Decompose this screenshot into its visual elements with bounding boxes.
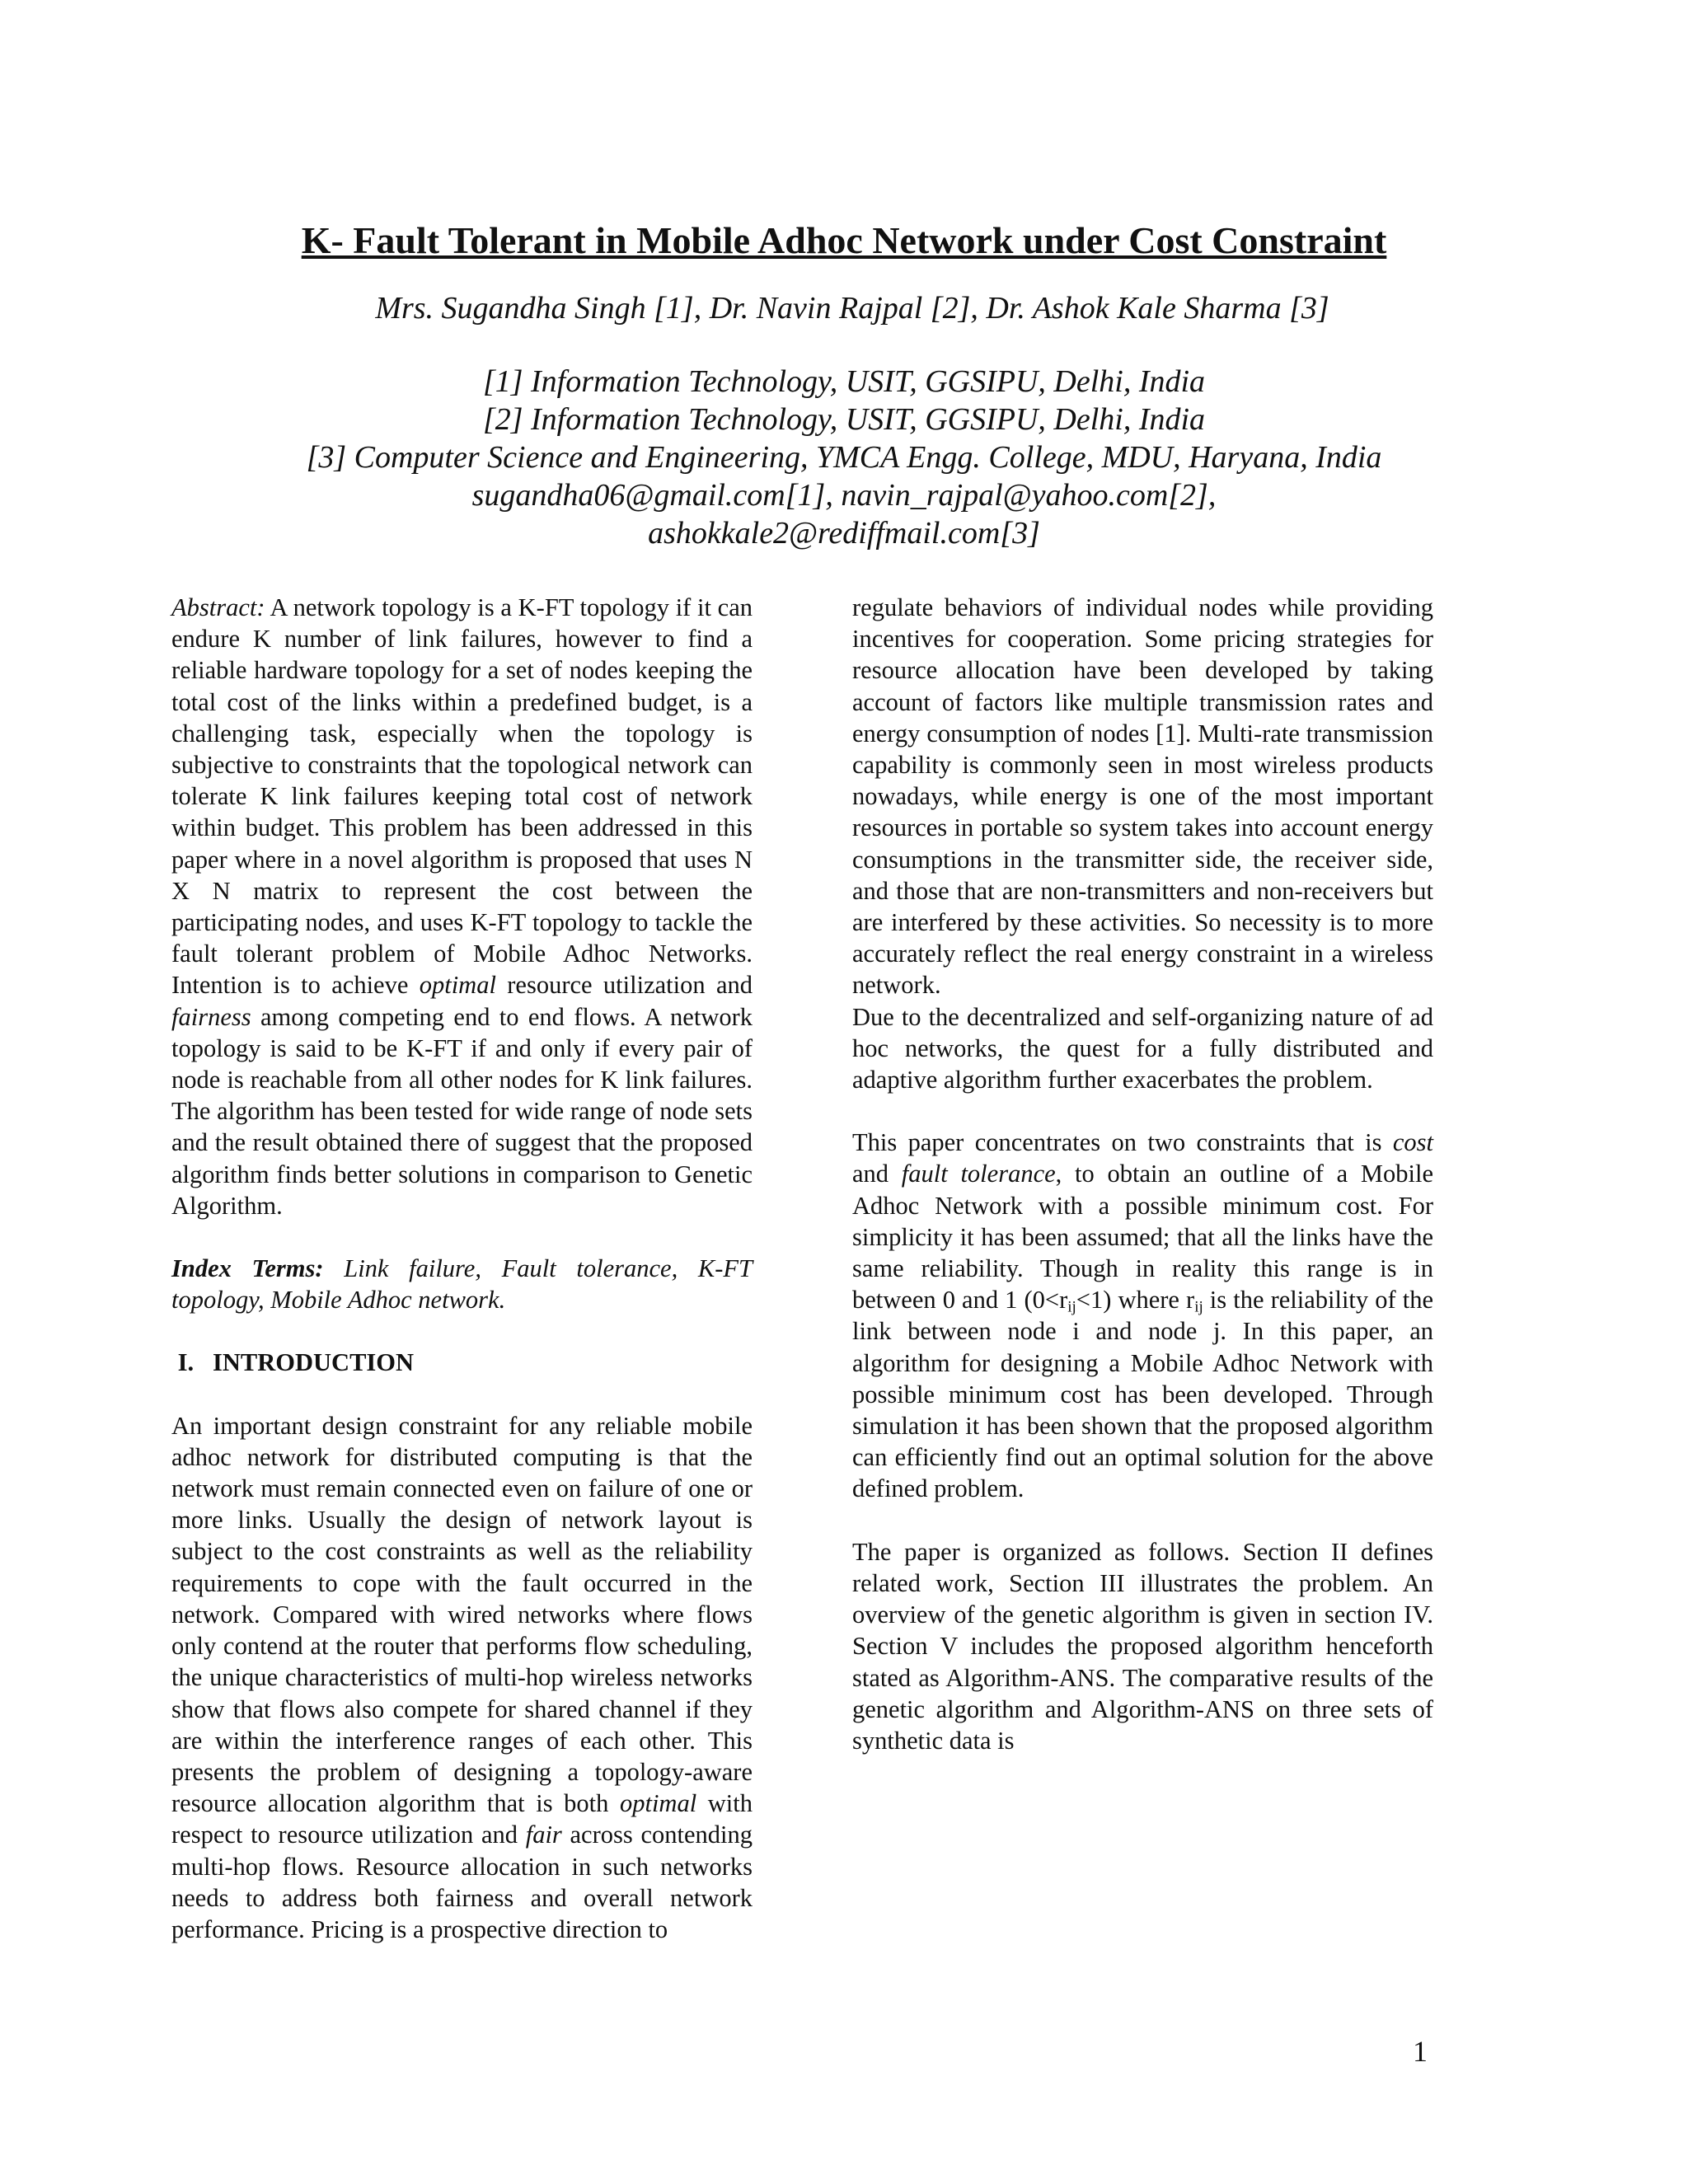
affiliations — [0, 363, 1688, 552]
affiliation-1: [1] Information Technology, USIT, GGSIPU, Delhi, India — [482, 364, 1206, 399]
affiliation-2: [2] Information Technology, USIT, GGSIPU, Delhi, India — [482, 402, 1206, 437]
intro-paragraph-4: The paper is organized as follows. Section II defines related work, Section III illustrates the problem. An overview of the genetic algorithm is given in section IV. Section V includes the proposed algorithm henceforth stated as Algorithm-ANS. The comparative results of the genetic algorithm and Algorithm-ANS on three sets of synthetic data is — [852, 1537, 1433, 1755]
affiliation-3: [3] Computer Science and Engineering, YMCA Engg. College, MDU, Haryana, India — [306, 440, 1382, 475]
section-heading: I. INTRODUCTION — [177, 1348, 415, 1377]
emails-line-2: ashokkale2@rediffmail.com[3] — [648, 516, 1040, 551]
emails-line-1: sugandha06@gmail.com[1], navin_rajpal@yahoo.com[2], — [471, 478, 1217, 513]
author-list: Mrs. Sugandha Singh [1], Dr. Navin Rajpal [2], Dr. Ashok Kale Sharma [3] — [375, 291, 1329, 326]
abstract-label: Abstract: — [171, 593, 265, 621]
intro-paragraph-2: Due to the decentralized and self-organizing nature of ad hoc networks, the quest for a fully distributed and adaptive algorithm further exacerbates the problem. — [852, 1002, 1433, 1094]
abstract: Abstract: A network topology is a K-FT topology if it can endure K number of link failures, however to find a reliable hardware topology for a set of nodes keeping the total cost of the links within a predefined budget, is a challenging task, especially when the topology is subjective to constraints that the topological network can tolerate K link failures keeping total cost of network within budget. This problem has been addressed in this paper where in a novel algorithm is proposed that uses N X N matrix to represent the cost between the participating nodes, and uses K-FT topology to tackle the fault tolerant problem of Mobile Adhoc Networks. Intention is to achieve optimal resource utilization and fairness among competing end to end flows. A network topology is said to be K-FT if and only if every pair of node is reachable from all other nodes for K link failures. The algorithm has been tested for wide range of node sets and the result obtained there of suggest that the proposed algorithm finds better solutions in comparison to Genetic Algorithm. — [171, 593, 753, 1220]
intro-paragraph-1-continued: regulate behaviors of individual nodes while providing incentives for cooperation. Some pricing strategies for resource allocation have been developed by taking account of factors like multiple transmission rates and energy consumption of nodes [1]. Multi-rate transmission capability is commonly seen in most wireless products nowadays, while energy is one of the most important resources in portable so system takes into account energy consumptions in the transmitter side, the receiver side, and those that are non-transmitters and non-receivers but are interfered by these activities. So necessity is to more accurately reflect the real energy constraint in a wireless network. — [852, 593, 1433, 1000]
right-column — [852, 592, 1433, 1756]
index-terms: Index Terms: Link failure, Fault tolerance, K-FT topology, Mobile Adhoc network. — [171, 1254, 753, 1315]
intro-paragraph-3: This paper concentrates on two constraints that is cost and fault tolerance, to obtain an outline of a Mobile Adhoc Network with a possible minimum cost. For simplicity it has been assumed; that all the links have the same reliability. Though in reality this range is in between 0 and 1 $(0<r_{ij}<1)$ where $r_{ij}$ is the reliability of the link between node i and node j. In this paper, an algorithm for designing a Mobile Adhoc Network with possible minimum cost has been developed. Through simulation it has been shown that the proposed algorithm can efficiently find out an optimal solution for the above defined problem. — [852, 1128, 1433, 1503]
intro-paragraph-1: An important design constraint for any reliable mobile adhoc network for distributed computing is that the network must remain connected even on failure of one or more links. Usually the design of network layout is subject to the cost constraints as well as the reliability requirements to cope with the fault occurred in the network. Compared with wired networks where flows only contend at the router that performs flow scheduling, the unique characteristics of multi-hop wireless networks show that flows also compete for shared channel if they are within the interference ranges of each other. This presents the problem of designing a topology-aware resource allocation algorithm that is both optimal with respect to resource utilization and fair across contending multi-hop flows. Resource allocation in such networks needs to address both fairness and overall network performance. Pricing is a prospective direction to — [171, 1411, 753, 1943]
index-terms-label: Index Terms: — [171, 1254, 324, 1283]
paper-title: K- Fault Tolerant in Mobile Adhoc Network under Cost Constraint — [301, 219, 1387, 261]
left-column — [171, 592, 753, 1945]
page-number: 1 — [1413, 2035, 1428, 2068]
